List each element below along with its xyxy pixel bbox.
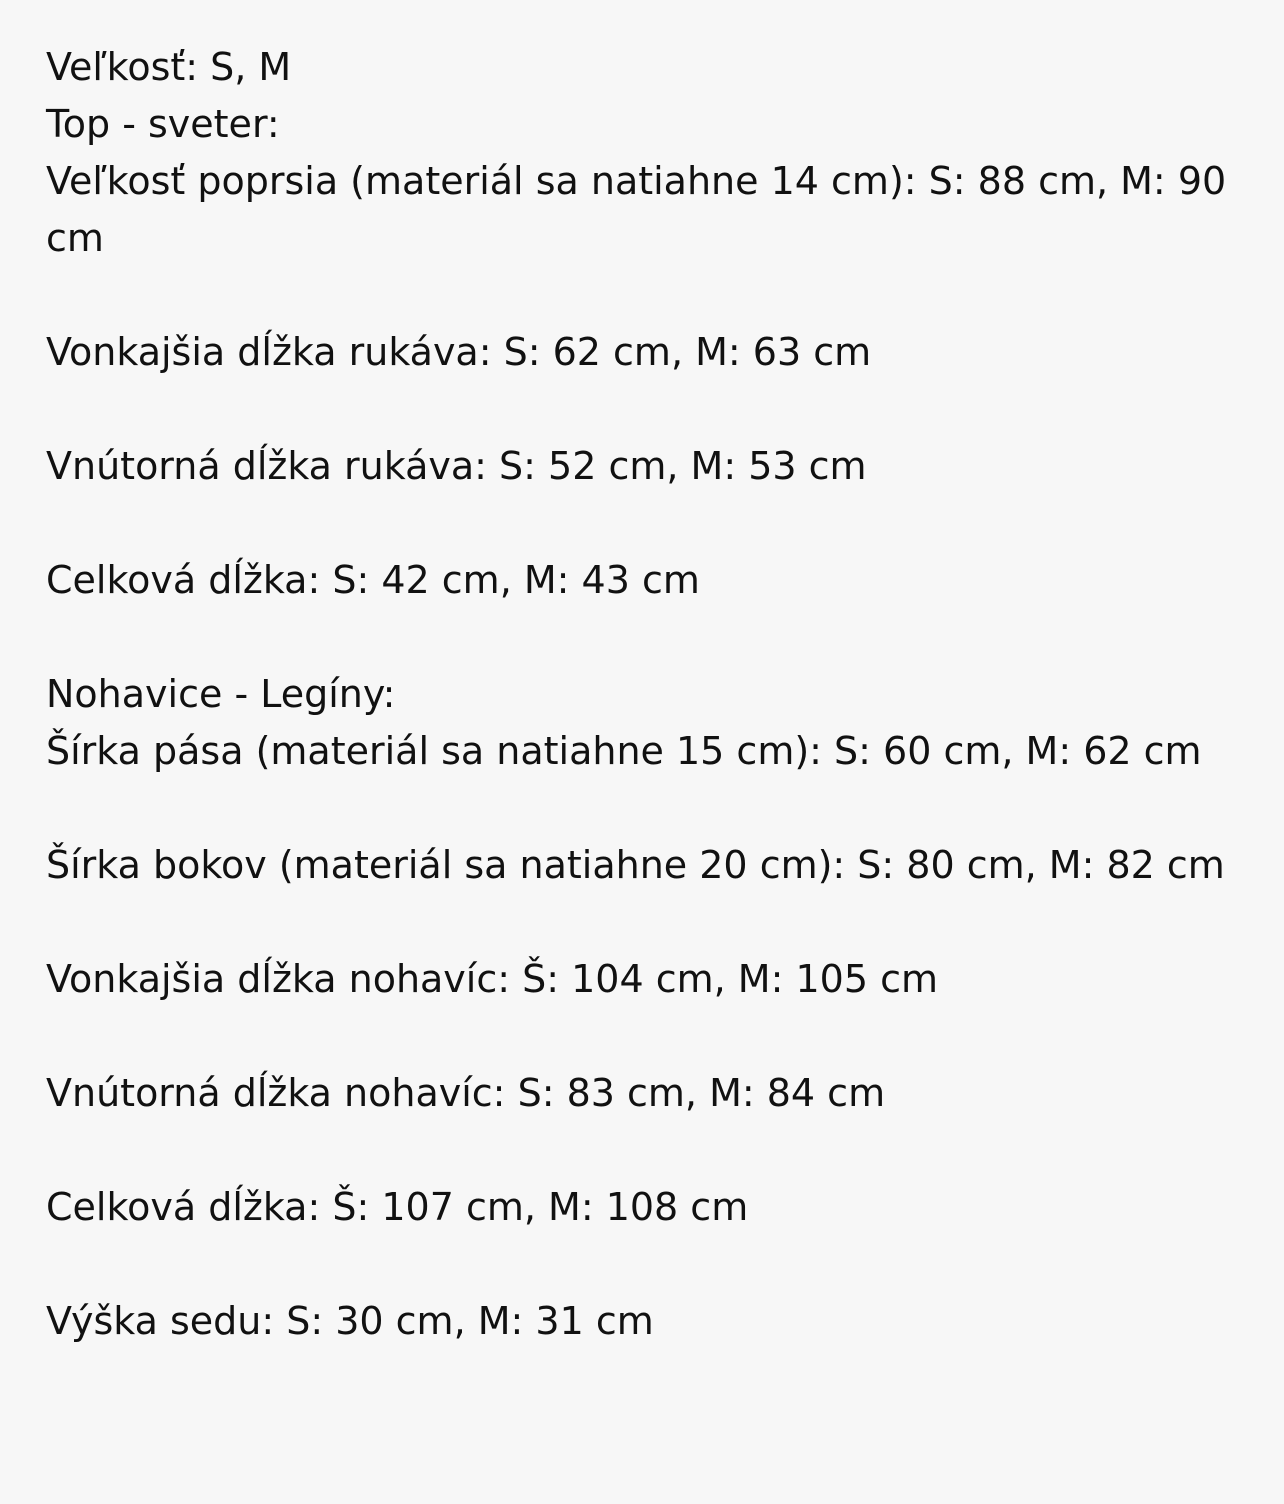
top-bust-measurement: Veľkosť poprsia (materiál sa natiahne 14 cm): S: 88 cm, M: 90 cm: [46, 159, 1227, 260]
spacer: [46, 894, 1246, 951]
size-line: Veľkosť: S, M: [46, 45, 292, 89]
top-sleeve-inner-measurement: Vnútorná dĺžka rukáva: S: 52 cm, M: 53 cm: [46, 444, 867, 488]
size-chart-text: [46, 39, 1246, 1350]
pants-total-length-measurement: Celková dĺžka: Š: 107 cm, M: 108 cm: [46, 1185, 749, 1229]
spacer: [46, 1236, 1246, 1293]
top-heading: Top - sveter:: [46, 102, 280, 146]
top-total-length-measurement: Celková dĺžka: S: 42 cm, M: 43 cm: [46, 558, 700, 602]
pants-rise-measurement: Výška sedu: S: 30 cm, M: 31 cm: [46, 1299, 654, 1343]
spacer: [46, 381, 1246, 438]
pants-inner-length-measurement: Vnútorná dĺžka nohavíc: S: 83 cm, M: 84 cm: [46, 1071, 886, 1115]
pants-outer-length-measurement: Vonkajšia dĺžka nohavíc: Š: 104 cm, M: 105 cm: [46, 957, 938, 1001]
pants-waist-measurement: Šírka pása (materiál sa natiahne 15 cm): S: 60 cm, M: 62 cm: [46, 729, 1202, 773]
spacer: [46, 1008, 1246, 1065]
pants-heading: Nohavice - Legíny:: [46, 672, 396, 716]
top-sleeve-outer-measurement: Vonkajšia dĺžka rukáva: S: 62 cm, M: 63 cm: [46, 330, 872, 374]
spacer: [46, 267, 1246, 324]
pants-hips-measurement: Šírka bokov (materiál sa natiahne 20 cm): S: 80 cm, M: 82 cm: [46, 843, 1225, 887]
spacer: [46, 780, 1246, 837]
spacer: [46, 495, 1246, 552]
spacer: [46, 609, 1246, 666]
spacer: [46, 1122, 1246, 1179]
